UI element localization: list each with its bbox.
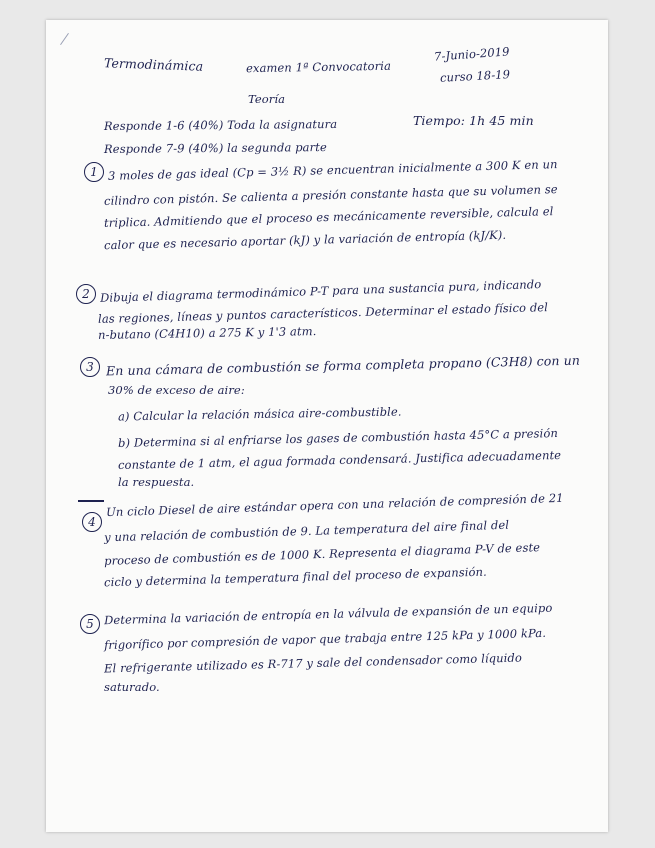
question-2-line: las regiones, líneas y puntos característicos. Determinar el estado físico del (97, 300, 549, 326)
exam-time: Tiempo: 1h 45 min (413, 113, 534, 128)
course-year: curso 18-19 (439, 67, 511, 85)
question-3-line: constante de 1 atm, el agua formada condensará. Justifica adecuadamente (117, 447, 562, 473)
exam-date: 7-Junio-2019 (433, 44, 510, 64)
question-5-line: saturado. (104, 680, 160, 694)
section-title: Teoría (248, 92, 286, 106)
question-number-1: 1 (84, 162, 104, 182)
question-1-line: calor que es necesario aportar (kJ) y la variación de entropía (kJ/K). (103, 227, 507, 253)
exam-title: examen 1ª Convocatoria (245, 58, 392, 76)
question-3-line: b) Determina si al enfriarse los gases de combustión hasta 45°C a presión (117, 426, 559, 450)
instruction-line-1: Responde 1-6 (40%) Toda la asignatura (103, 116, 338, 134)
question-number-5: 5 (80, 614, 100, 634)
question-5-line: El refrigerante utilizado es R-717 y sale del condensador como líquido (103, 650, 523, 676)
question-4-line: proceso de combustión es de 1000 K. Representa el diagrama P-V de este (103, 540, 541, 568)
question-4-line: y una relación de combustión de 9. La temperatura del aire final del (103, 517, 510, 545)
question-1-line: 3 moles de gas ideal (Cp = 3½ R) se encuentran inicialmente a 300 K en un (107, 157, 558, 183)
question-number-2: 2 (76, 284, 96, 304)
question-5-line: Determina la variación de entropía en la válvula de expansión de un equipo (103, 600, 553, 628)
question-5-line: frigorífico por compresión de vapor que trabaja entre 125 kPa y 1000 kPa. (103, 625, 547, 653)
question-1-line: cilindro con pistón. Se calienta a presión constante hasta que su volumen se (103, 182, 558, 208)
question-4-line: ciclo y determina la temperatura final del proceso de expansión. (103, 564, 488, 590)
question-number-4: 4 (82, 512, 102, 532)
question-2-line: n-butano (C4H10) a 275 K y 1'3 atm. (97, 324, 317, 342)
question-3-line: a) Calcular la relación másica aire-combustible. (117, 404, 402, 424)
question-4-line: Un ciclo Diesel de aire estándar opera con una relación de compresión de 21 (105, 490, 564, 520)
question-3-line: En una cámara de combustión se forma completa propano (C3H8) con un (105, 352, 581, 379)
instruction-line-2: Responde 7-9 (40%) la segunda parte (103, 140, 327, 156)
question-3-line: la respuesta. (118, 475, 195, 489)
subject-title: Termodinámica (103, 55, 204, 74)
question-number-3: 3 (80, 357, 100, 377)
question-3-line: 30% de exceso de aire: (108, 383, 245, 397)
question-2-line: Dibuja el diagrama termodinámico P-T para una sustancia pura, indicando (99, 277, 542, 305)
question-1-line: triplica. Admitiendo que el proceso es mecánicamente reversible, calcula el (103, 204, 554, 230)
separator-stroke (78, 500, 104, 502)
